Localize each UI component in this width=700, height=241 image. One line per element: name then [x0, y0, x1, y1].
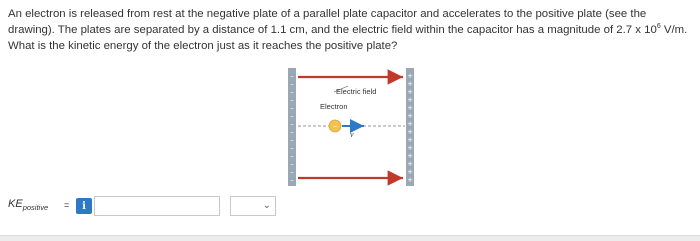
positive-sign: + — [407, 72, 413, 80]
unit-select[interactable] — [230, 196, 276, 216]
ke-label-subscript: positive — [22, 203, 49, 212]
negative-sign: – — [290, 120, 294, 128]
bottom-divider — [0, 235, 700, 241]
electron-charge-symbol: – — [333, 121, 337, 131]
positive-sign: + — [407, 96, 413, 104]
positive-sign: + — [407, 128, 413, 136]
negative-sign: – — [290, 72, 294, 80]
positive-sign: + — [407, 152, 413, 160]
electron-label: Electron — [320, 102, 348, 111]
negative-sign: – — [290, 152, 294, 160]
negative-sign: – — [290, 112, 294, 120]
negative-sign: – — [290, 144, 294, 152]
question-line-1: An electron is released from rest at the negative plate of a parallel plate capacitor and accelerates to the positive plate (see the — [8, 8, 647, 20]
positive-sign: + — [407, 112, 413, 120]
question-text — [8, 6, 692, 54]
positive-sign: + — [407, 144, 413, 152]
negative-signs — [290, 72, 294, 184]
question-line-2-text: drawing). The plates are separated by a distance of 1.1 cm, and the electric field within the capacitor has a magnitude of 2.7 x 10 — [8, 24, 657, 36]
answer-row — [8, 196, 278, 216]
info-icon[interactable]: i — [76, 198, 92, 214]
positive-sign: + — [407, 136, 413, 144]
positive-sign: + — [407, 88, 413, 96]
ke-label-main: KE — [8, 198, 23, 210]
positive-sign: + — [407, 160, 413, 168]
field-label: Electric field — [336, 87, 377, 96]
positive-sign: + — [407, 176, 413, 184]
positive-sign: + — [407, 80, 413, 88]
question-line-2 — [8, 22, 692, 38]
negative-sign: – — [290, 168, 294, 176]
negative-sign: – — [290, 176, 294, 184]
chevron-down-icon: ⌄ — [262, 200, 271, 211]
negative-sign: – — [290, 104, 294, 112]
negative-sign: – — [290, 96, 294, 104]
capacitor-diagram — [284, 66, 420, 188]
negative-sign: – — [290, 160, 294, 168]
positive-signs — [407, 72, 413, 184]
positive-sign: + — [407, 120, 413, 128]
velocity-label: v — [350, 130, 354, 139]
capacitor-svg — [284, 66, 420, 188]
answer-input[interactable] — [94, 196, 220, 216]
negative-sign: – — [290, 88, 294, 96]
ke-label — [8, 198, 48, 210]
negative-sign: – — [290, 136, 294, 144]
positive-sign: + — [407, 104, 413, 112]
negative-sign: – — [290, 128, 294, 136]
question-line-2-unit: V/m. — [660, 24, 688, 36]
field-exponent: 6 — [656, 23, 661, 30]
equals-sign: = — [64, 200, 70, 210]
positive-sign: + — [407, 168, 413, 176]
negative-sign: – — [290, 80, 294, 88]
question-line-3: What is the kinetic energy of the electron just as it reaches the positive plate? — [8, 40, 398, 52]
